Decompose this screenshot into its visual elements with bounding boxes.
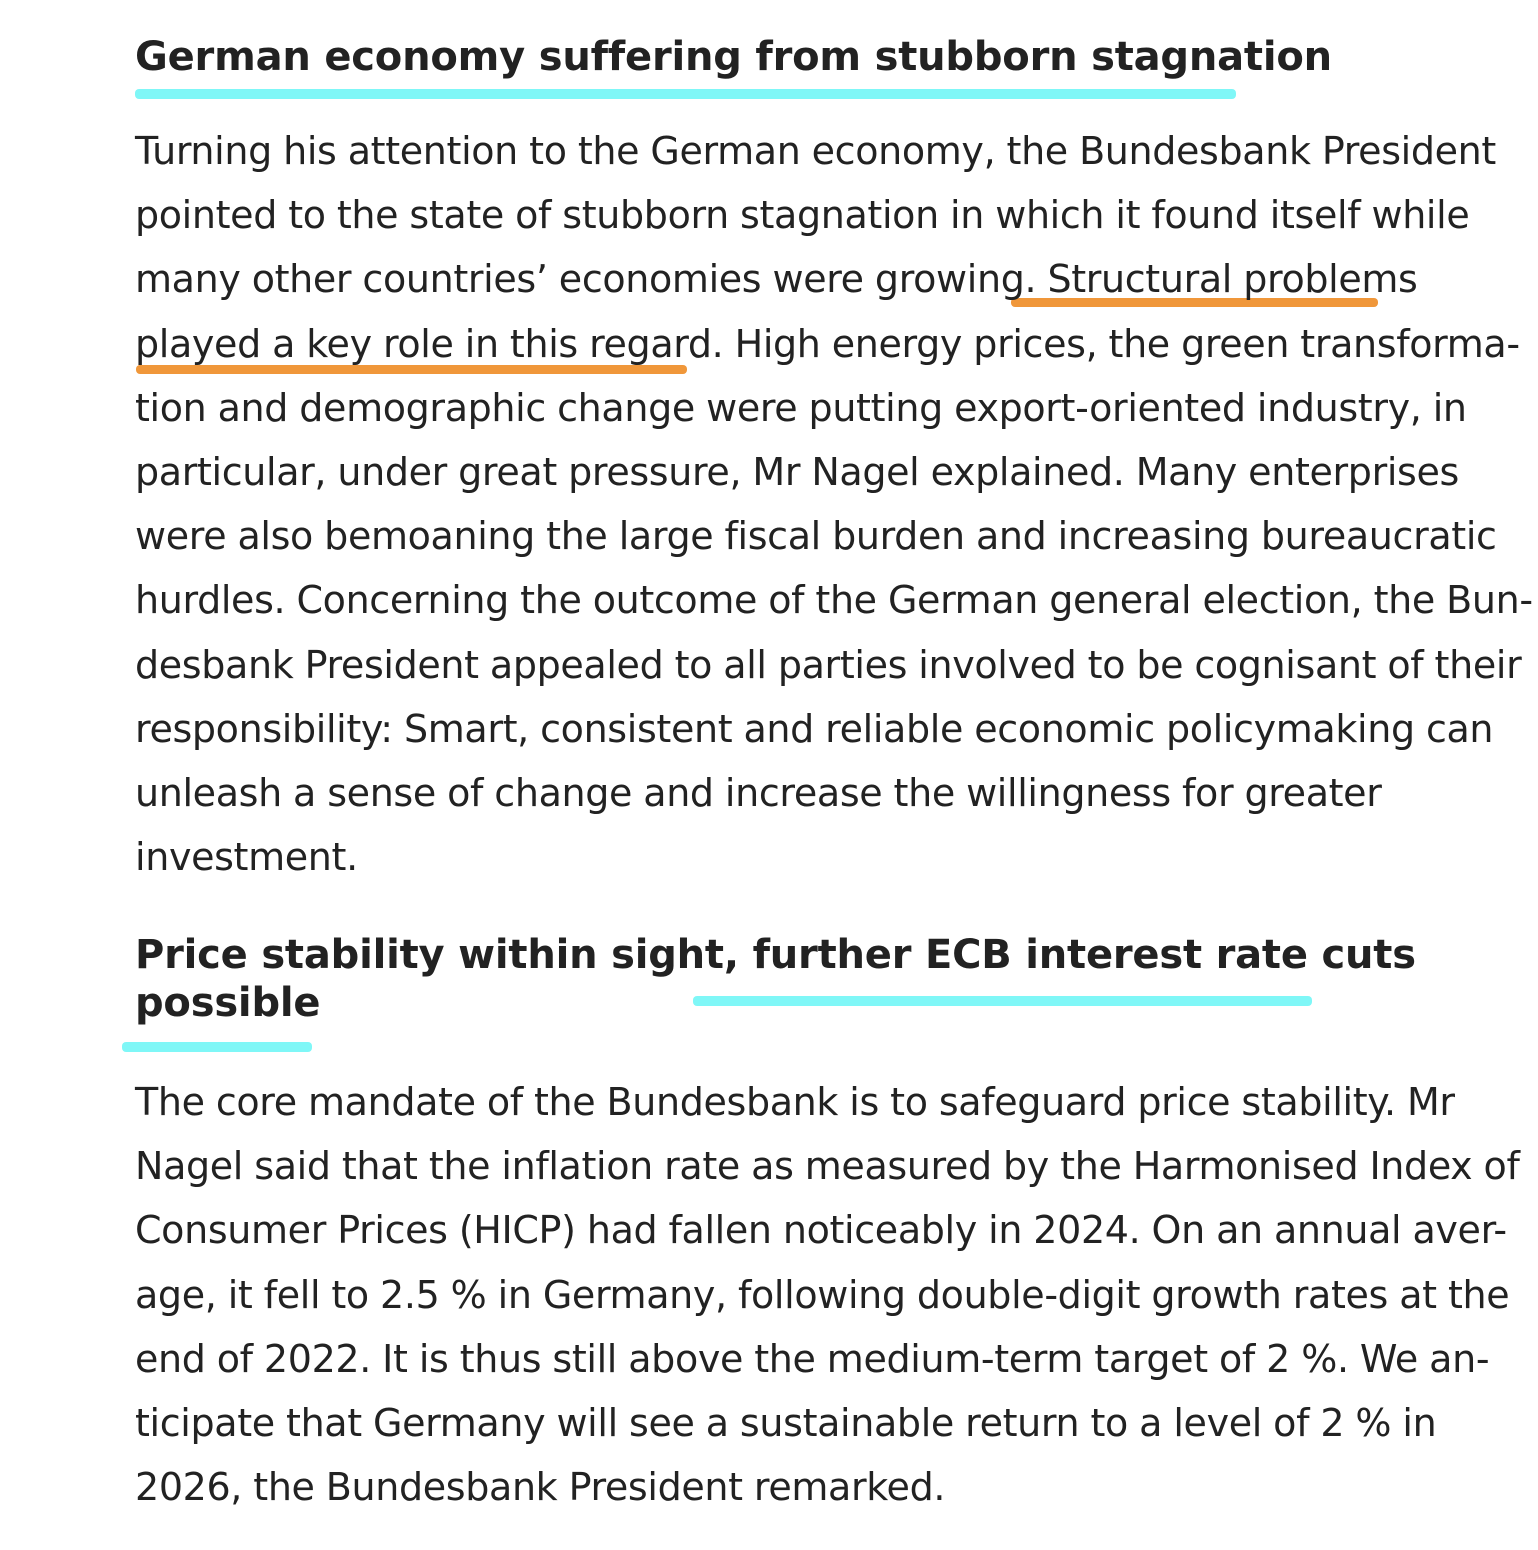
paragraph-line: end of 2022. It is thus still above the medium-term target of 2 %. We an- <box>135 1336 1490 1381</box>
paragraph-line: tion and demographic change were putting export-oriented industry, in <box>135 385 1467 430</box>
paragraph-line: pointed to the state of stubborn stagnation in which it found itself while <box>135 193 1470 238</box>
section2-paragraph <box>135 1070 1520 1519</box>
paragraph-line: unleash a sense of change and increase the willingness for greater <box>135 771 1382 816</box>
paragraph-line: played a key role in this regard. High energy prices, the green transforma- <box>135 321 1520 366</box>
section2-heading: Price stability within sight, further ECB interest rate cuts possible <box>135 932 1416 1026</box>
paragraph-line: hurdles. Concerning the outcome of the German general election, the Bun- <box>135 578 1533 623</box>
paragraph-line: investment. <box>135 835 358 880</box>
paragraph-line: desbank President appealed to all parties involved to be cognisant of their <box>135 642 1522 687</box>
heading2-highlight-underline-2 <box>122 1042 312 1052</box>
paragraph-line: ticipate that Germany will see a sustainable return to a level of 2 % in <box>135 1401 1437 1446</box>
paragraph-line: 2026, the Bundesbank President remarked. <box>135 1465 946 1510</box>
paragraph-line: Nagel said that the inflation rate as measured by the Harmonised Index of <box>135 1144 1520 1189</box>
paragraph-line: Consumer Prices (HICP) had fallen noticeably in 2024. On an annual aver- <box>135 1208 1507 1253</box>
paragraph-line: age, it fell to 2.5 % in Germany, following double-digit growth rates at the <box>135 1272 1510 1317</box>
paragraph-line: particular, under great pressure, Mr Nagel explained. Many enterprises <box>135 450 1459 495</box>
paragraph-line: Turning his attention to the German economy, the Bundesbank President <box>135 129 1496 173</box>
paragraph-line: many other countries’ economies were growing. Structural problems <box>135 257 1418 302</box>
section1-paragraph <box>135 119 1533 889</box>
paragraph-line: responsibility: Smart, consistent and reliable economic policymaking can <box>135 706 1494 751</box>
paragraph-line: The core mandate of the Bundesbank is to safeguard price stability. Mr <box>135 1080 1455 1124</box>
paragraph-line: were also bemoaning the large fiscal burden and increasing bureaucratic <box>135 514 1497 559</box>
heading1-highlight-underline <box>135 89 1236 99</box>
section1-heading: German economy suffering from stubborn stagnation <box>135 34 1332 80</box>
